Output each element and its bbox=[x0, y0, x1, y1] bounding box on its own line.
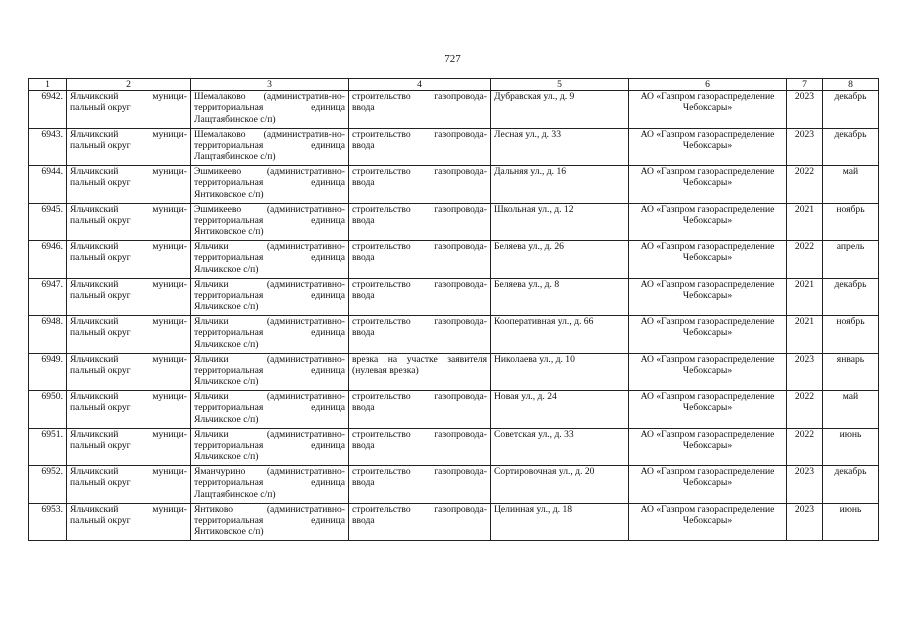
organization-cell: АО «Газпром газораспределение Чебоксары» bbox=[629, 503, 787, 541]
year-cell: 2021 bbox=[787, 203, 823, 241]
district-cell: Яльчикский муници-пальный округ bbox=[67, 278, 191, 316]
settlement-cell: Яльчики (административно-территориальная единица Яльчикское с/п) bbox=[191, 241, 349, 279]
table-row bbox=[29, 166, 879, 204]
table-row bbox=[29, 91, 879, 129]
column-header: 8 bbox=[823, 79, 879, 91]
table-row bbox=[29, 391, 879, 429]
district-cell: Яльчикский муници-пальный округ bbox=[67, 203, 191, 241]
month-cell: январь bbox=[823, 353, 879, 391]
district-cell: Яльчикский муници-пальный округ bbox=[67, 466, 191, 504]
table-row bbox=[29, 503, 879, 541]
row-number: 6953. bbox=[29, 503, 67, 541]
district-cell: Яльчикский муници-пальный округ bbox=[67, 316, 191, 354]
address-cell: Кооперативная ул., д. 66 bbox=[491, 316, 629, 354]
row-number: 6952. bbox=[29, 466, 67, 504]
row-number: 6943. bbox=[29, 128, 67, 166]
work-type-cell: врезка на участке заявителя (нулевая врезка) bbox=[349, 353, 491, 391]
work-type-cell: строительство газопровода-ввода bbox=[349, 316, 491, 354]
column-header: 1 bbox=[29, 79, 67, 91]
year-cell: 2023 bbox=[787, 466, 823, 504]
work-type-cell: строительство газопровода-ввода bbox=[349, 203, 491, 241]
year-cell: 2023 bbox=[787, 353, 823, 391]
month-cell: май bbox=[823, 166, 879, 204]
district-cell: Яльчикский муници-пальный округ bbox=[67, 428, 191, 466]
address-cell: Новая ул., д. 24 bbox=[491, 391, 629, 429]
year-cell: 2022 bbox=[787, 391, 823, 429]
settlement-cell: Шемалаково (административ-но-территориальная единица Лащтаябинское с/п) bbox=[191, 128, 349, 166]
settlement-cell: Яльчики (административно-территориальная единица Яльчикское с/п) bbox=[191, 316, 349, 354]
district-cell: Яльчикский муници-пальный округ bbox=[67, 128, 191, 166]
address-cell: Дубравская ул., д. 9 bbox=[491, 91, 629, 129]
month-cell: ноябрь bbox=[823, 203, 879, 241]
table-row bbox=[29, 316, 879, 354]
month-cell: ноябрь bbox=[823, 316, 879, 354]
organization-cell: АО «Газпром газораспределение Чебоксары» bbox=[629, 128, 787, 166]
district-cell: Яльчикский муници-пальный округ bbox=[67, 353, 191, 391]
month-cell: апрель bbox=[823, 241, 879, 279]
work-type-cell: строительство газопровода-ввода bbox=[349, 278, 491, 316]
year-cell: 2023 bbox=[787, 503, 823, 541]
column-header: 3 bbox=[191, 79, 349, 91]
table-row bbox=[29, 278, 879, 316]
organization-cell: АО «Газпром газораспределение Чебоксары» bbox=[629, 391, 787, 429]
row-number: 6944. bbox=[29, 166, 67, 204]
year-cell: 2021 bbox=[787, 278, 823, 316]
address-cell: Сортировочная ул., д. 20 bbox=[491, 466, 629, 504]
month-cell: май bbox=[823, 391, 879, 429]
year-cell: 2023 bbox=[787, 91, 823, 129]
row-number: 6950. bbox=[29, 391, 67, 429]
district-cell: Яльчикский муници-пальный округ bbox=[67, 391, 191, 429]
district-cell: Яльчикский муници-пальный округ bbox=[67, 91, 191, 129]
organization-cell: АО «Газпром газораспределение Чебоксары» bbox=[629, 353, 787, 391]
organization-cell: АО «Газпром газораспределение Чебоксары» bbox=[629, 428, 787, 466]
organization-cell: АО «Газпром газораспределение Чебоксары» bbox=[629, 316, 787, 354]
address-cell: Николаева ул., д. 10 bbox=[491, 353, 629, 391]
address-cell: Беляева ул., д. 8 bbox=[491, 278, 629, 316]
gas-pipeline-register-table bbox=[28, 78, 879, 541]
organization-cell: АО «Газпром газораспределение Чебоксары» bbox=[629, 241, 787, 279]
table-row bbox=[29, 241, 879, 279]
organization-cell: АО «Газпром газораспределение Чебоксары» bbox=[629, 166, 787, 204]
settlement-cell: Яльчики (административно-территориальная единица Яльчикское с/п) bbox=[191, 278, 349, 316]
year-cell: 2021 bbox=[787, 316, 823, 354]
month-cell: июнь bbox=[823, 428, 879, 466]
month-cell: декабрь bbox=[823, 128, 879, 166]
address-cell: Дальняя ул., д. 16 bbox=[491, 166, 629, 204]
column-number-row bbox=[29, 79, 879, 91]
column-header: 2 bbox=[67, 79, 191, 91]
month-cell: июнь bbox=[823, 503, 879, 541]
district-cell: Яльчикский муници-пальный округ bbox=[67, 241, 191, 279]
row-number: 6945. bbox=[29, 203, 67, 241]
organization-cell: АО «Газпром газораспределение Чебоксары» bbox=[629, 466, 787, 504]
column-header: 5 bbox=[491, 79, 629, 91]
settlement-cell: Эшмикеево (административно-территориальная единица Янтиковское с/п) bbox=[191, 203, 349, 241]
column-header: 7 bbox=[787, 79, 823, 91]
table-row bbox=[29, 353, 879, 391]
year-cell: 2022 bbox=[787, 166, 823, 204]
year-cell: 2022 bbox=[787, 428, 823, 466]
work-type-cell: строительство газопровода-ввода bbox=[349, 128, 491, 166]
work-type-cell: строительство газопровода-ввода bbox=[349, 241, 491, 279]
column-header: 6 bbox=[629, 79, 787, 91]
year-cell: 2023 bbox=[787, 128, 823, 166]
address-cell: Школьная ул., д. 12 bbox=[491, 203, 629, 241]
organization-cell: АО «Газпром газораспределение Чебоксары» bbox=[629, 278, 787, 316]
row-number: 6946. bbox=[29, 241, 67, 279]
table-row bbox=[29, 203, 879, 241]
work-type-cell: строительство газопровода-ввода bbox=[349, 466, 491, 504]
work-type-cell: строительство газопровода-ввода bbox=[349, 428, 491, 466]
settlement-cell: Эшмикеево (административно-территориальная единица Янтиковское с/п) bbox=[191, 166, 349, 204]
district-cell: Яльчикский муници-пальный округ bbox=[67, 503, 191, 541]
settlement-cell: Янтиково (административно-территориальная единица Янтиковское с/п) bbox=[191, 503, 349, 541]
month-cell: декабрь bbox=[823, 466, 879, 504]
year-cell: 2022 bbox=[787, 241, 823, 279]
table-row bbox=[29, 428, 879, 466]
work-type-cell: строительство газопровода-ввода bbox=[349, 166, 491, 204]
work-type-cell: строительство газопровода-ввода bbox=[349, 91, 491, 129]
page-number: 727 bbox=[444, 53, 461, 65]
row-number: 6947. bbox=[29, 278, 67, 316]
month-cell: декабрь bbox=[823, 278, 879, 316]
row-number: 6942. bbox=[29, 91, 67, 129]
month-cell: декабрь bbox=[823, 91, 879, 129]
settlement-cell: Яльчики (административно-территориальная единица Яльчикское с/п) bbox=[191, 428, 349, 466]
row-number: 6948. bbox=[29, 316, 67, 354]
address-cell: Советская ул., д. 33 bbox=[491, 428, 629, 466]
address-cell: Целинная ул., д. 18 bbox=[491, 503, 629, 541]
row-number: 6949. bbox=[29, 353, 67, 391]
address-cell: Беляева ул., д. 26 bbox=[491, 241, 629, 279]
work-type-cell: строительство газопровода-ввода bbox=[349, 503, 491, 541]
table-row bbox=[29, 466, 879, 504]
column-header: 4 bbox=[349, 79, 491, 91]
organization-cell: АО «Газпром газораспределение Чебоксары» bbox=[629, 203, 787, 241]
settlement-cell: Яльчики (административно-территориальная единица Яльчикское с/п) bbox=[191, 353, 349, 391]
district-cell: Яльчикский муници-пальный округ bbox=[67, 166, 191, 204]
row-number: 6951. bbox=[29, 428, 67, 466]
settlement-cell: Яльчики (административно-территориальная единица Яльчикское с/п) bbox=[191, 391, 349, 429]
settlement-cell: Яманчурино (административно-территориальная единица Лащтаябинское с/п) bbox=[191, 466, 349, 504]
table-row bbox=[29, 128, 879, 166]
work-type-cell: строительство газопровода-ввода bbox=[349, 391, 491, 429]
settlement-cell: Шемалаково (административ-но-территориальная единица Лащтаябинское с/п) bbox=[191, 91, 349, 129]
organization-cell: АО «Газпром газораспределение Чебоксары» bbox=[629, 91, 787, 129]
address-cell: Лесная ул., д. 33 bbox=[491, 128, 629, 166]
